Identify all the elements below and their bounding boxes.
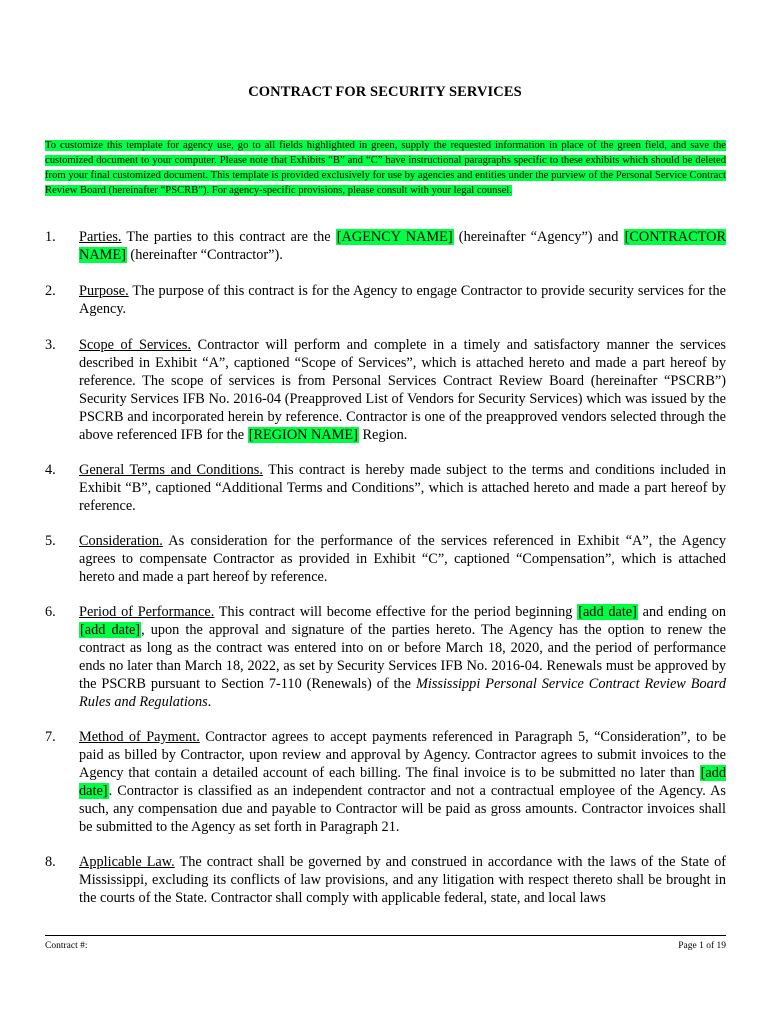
section-body — [79, 336, 726, 444]
section-number: 3. — [45, 337, 56, 353]
section-text: (hereinafter “Agency”) and — [453, 229, 624, 245]
footer-page-number: Page 1 of 19 — [678, 941, 726, 951]
section-number: 7. — [45, 729, 56, 745]
section-text: Contractor agrees to accept payments referenced in Paragraph 5, “Consideration”, to be paid as billed by Contractor, upon review and approval by Agency. Contractor agrees to submit invoices to the Agency that contain a detailed account of each billing. The final invoice is to be submitted no later than — [79, 729, 726, 781]
section-number: 1. — [45, 229, 56, 245]
section-heading: Applicable Law. — [79, 854, 175, 870]
section-heading: Period of Performance. — [79, 604, 215, 620]
section-heading: Method of Payment. — [79, 729, 200, 745]
section-body — [79, 532, 726, 586]
section-text: Region. — [358, 427, 408, 443]
section-number: 4. — [45, 462, 56, 478]
section-text: The contract shall be governed by and construed in accordance with the laws of the State of Mississippi, excluding its conflicts of law provisions, and any litigation with respect thereto shall be brought in the courts of the State. Contractor shall comply with applicable federal, state, and local laws — [79, 854, 726, 906]
section-text: This contract will become effective for the period beginning — [214, 604, 578, 620]
instructions-notice-text: To customize this template for agency use, go to all fields highlighted in green, supply the requested information in place of the green field, and save the customized document to your computer. Please note that Exhibits “B” and “C” have instructional paragraphs specific to these exhibits which should be deleted from your final customized document. This template is provided exclusively for use by agencies and entities under the purview of the Personal Service Contract Review Board (hereinafter “PSCRB”). For agency-specific provisions, please consult with your legal counsel. — [45, 140, 726, 196]
section-number: 8. — [45, 854, 56, 870]
instructions-notice — [45, 138, 726, 198]
contractor-name-field[interactable]: [CONTRACTOR NAME] — [79, 229, 727, 263]
end-date-field[interactable]: [add date] — [80, 622, 141, 638]
start-date-field[interactable]: [add date] — [578, 604, 637, 620]
section-heading: Scope of Services. — [79, 337, 192, 353]
region-name-field[interactable]: [REGION NAME] — [248, 427, 358, 443]
section-body — [79, 282, 726, 318]
section-text: , upon the approval and signature of the parties hereto. The Agency has the option to renew the contract as long as the contract was entered into on or before March 18, 2020, and the period of performance ends no later than March 18, 2022, as set by Security Services IFB No. 2016-04. Renewals must be approved by the PSCRB pursuant to Section 7-110 (Renewals) of the — [79, 622, 726, 692]
section-text: (hereinafter “Contractor”). — [126, 247, 283, 263]
section-number: 5. — [45, 533, 56, 549]
section-text: The parties to this contract are the — [121, 229, 336, 245]
section-text: and ending on — [637, 604, 726, 620]
rules-title: Mississippi Personal Service Contract Review Board Rules and Regulations — [79, 676, 726, 710]
section-text: The purpose of this contract is for the Agency to engage Contractor to provide security services for the Agency. — [79, 283, 726, 317]
section-heading: Purpose. — [79, 283, 129, 299]
section-body — [79, 728, 726, 836]
section-text: As consideration for the performance of the services referenced in Exhibit “A”, the Agency agrees to compensate Contractor as provided in Exhibit “C”, captioned “Compensation”, which is attached hereto and made a part hereof by reference. — [79, 533, 726, 585]
section-heading: General Terms and Conditions. — [79, 462, 263, 478]
section-body — [79, 603, 726, 711]
document-title: CONTRACT FOR SECURITY SERVICES — [248, 84, 522, 100]
section-text: . Contractor is classified as an independent contractor and not a contractual employee of the Agency. As such, any compensation due and payable to Contractor will be paid as gross amounts. Contractor invoices shall be submitted to the Agency as set forth in Paragraph 21. — [79, 783, 726, 835]
section-number: 2. — [45, 283, 56, 299]
section-text: . — [207, 694, 212, 710]
footer-divider — [45, 935, 726, 936]
footer-contract-number: Contract #: — [45, 941, 88, 951]
section-text: Contractor will perform and complete in a timely and satisfactory manner the services described in Exhibit “A”, captioned “Scope of Services”, which is attached hereto and made a part hereof by reference. The scope of services is from Personal Services Contract Review Board (hereinafter “PSCRB”) Security Services IFB No. 2016-04 (Preapproved List of Vendors for Security Services) which was issued by the PSCRB and incorporated herein by reference. Contractor is one of the preapproved vendors selected through the above referenced IFB for the — [79, 337, 726, 443]
section-heading: Consideration. — [79, 533, 163, 549]
section-heading: Parties. — [79, 229, 122, 245]
section-text: This contract is hereby made subject to the terms and conditions included in Exhibit “B”, captioned “Additional Terms and Conditions”, which is attached hereto and made a part hereof by reference. — [79, 462, 726, 514]
section-number: 6. — [45, 604, 56, 620]
agency-name-field[interactable]: [AGENCY NAME] — [336, 229, 453, 245]
section-body — [79, 228, 726, 264]
section-body — [79, 461, 726, 515]
final-invoice-date-field[interactable]: [add date] — [79, 765, 726, 799]
section-body — [79, 853, 726, 907]
